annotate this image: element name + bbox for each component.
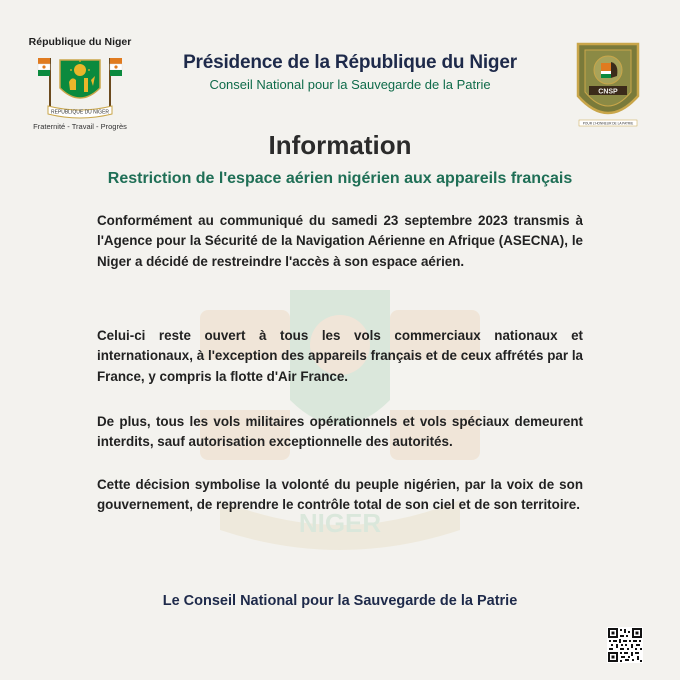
signature: Le Conseil National pour la Sauvegarde de la Patrie [162, 593, 518, 609]
coat-of-arms-watermark-icon [140, 250, 540, 570]
cnsp-motto: POUR L'HONNEUR DE LA PATRIE [582, 121, 634, 126]
emblem-scroll-text: REPUBLIQUE DU NIGER [50, 109, 110, 116]
cnsp-badge-icon [573, 40, 643, 130]
niger-coat-of-arms-icon [36, 50, 124, 122]
paragraph-3: De plus, tous les vols militaires opérationnels et vols spéciaux demeurent interdits, sauf autorisation exceptionnelle des autorités. [97, 414, 583, 450]
cnsp-acronym: CNSP [598, 88, 618, 96]
document-subtitle: Restriction de l'espace aérien nigérien aux appareils français [107, 170, 573, 187]
document-title: Information [268, 130, 412, 160]
country-name: République du Niger [28, 36, 132, 48]
paragraph-2: Celui-ci reste ouvert à tous les vols commerciaux nationaux et internationaux, à l'exception des appareils français et de ceux affrétés par la France, y compris la flotte d'Air France. [97, 328, 583, 384]
watermark-text: NIGER [298, 508, 382, 538]
paragraph-4: Cette décision symbolise la volonté du peuple nigérien, par la voix de son gouvernement, de reprendre le contrôle total de son ciel et de son territoire. [97, 477, 583, 513]
paragraph-1: Conformément au communiqué du samedi 23 septembre 2023 transmis à l'Agence pour la Sécurité de la Navigation Aérienne en Afrique (ASECNA), le Niger a décidé de restreindre l'accès à son espace aérien. [97, 213, 583, 269]
header-subtitle: Conseil National pour la Sauvegarde de la Patrie [209, 77, 491, 92]
national-motto: Fraternité - Travail - Progrès [33, 122, 127, 131]
left-emblem [22, 36, 138, 136]
header-title: Présidence de la République du Niger [183, 52, 517, 73]
qr-code-icon[interactable] [607, 627, 643, 663]
